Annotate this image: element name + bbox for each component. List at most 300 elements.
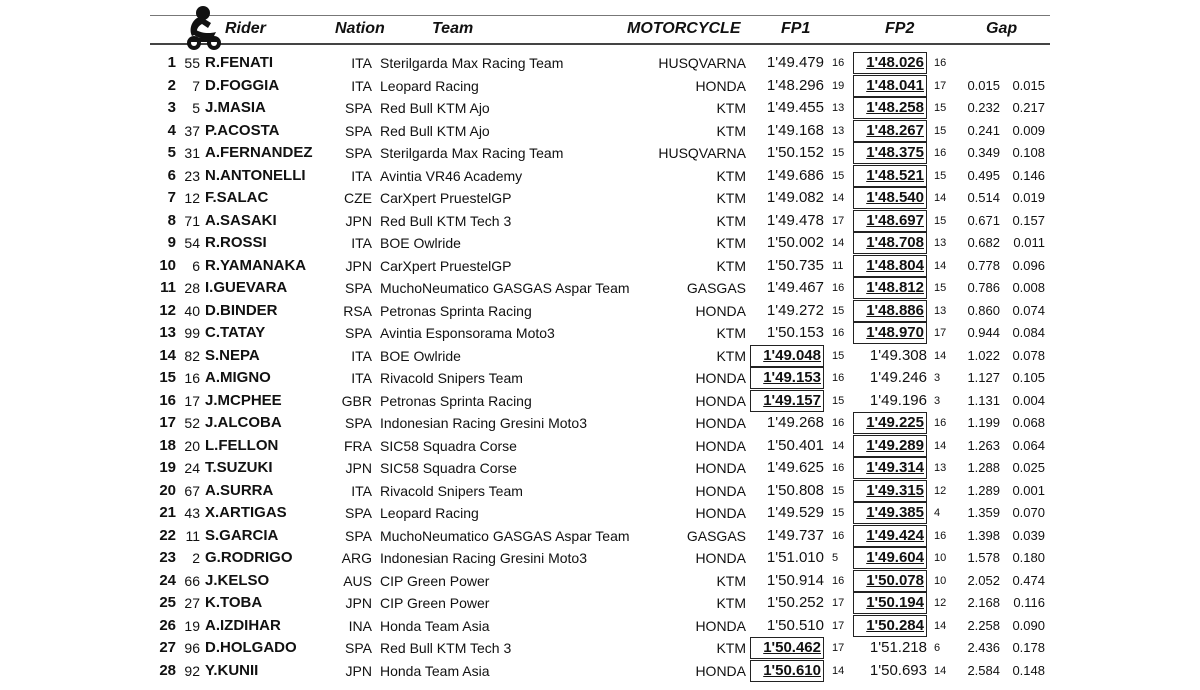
- motorcycle-cell: KTM: [716, 100, 746, 116]
- motorcycle-cell: KTM: [716, 640, 746, 656]
- nation-cell: SPA: [345, 325, 372, 341]
- fp2-time-cell: 1'48.041: [853, 75, 927, 97]
- team-cell: Avintia Esponsorama Moto3: [380, 325, 555, 341]
- gap-previous-cell: 0.008: [1012, 280, 1045, 295]
- rider-number-cell: 54: [184, 235, 200, 251]
- position-cell: 14: [159, 346, 176, 364]
- nation-cell: SPA: [345, 122, 372, 139]
- fp1-time-cell: 1'50.153: [766, 324, 824, 341]
- team-cell: Leopard Racing: [380, 77, 479, 94]
- nation-cell: ITA: [351, 370, 372, 386]
- team-cell: SIC58 Squadra Corse: [380, 437, 517, 454]
- fp1-lap-cell: 14: [832, 439, 845, 452]
- gap-first-cell: 2.168: [967, 595, 1000, 610]
- motorcycle-cell: KTM: [716, 212, 746, 229]
- gap-first-cell: 1.398: [967, 527, 1000, 543]
- nation-cell: CZE: [344, 190, 372, 206]
- fp1-time-cell: 1'49.455: [766, 99, 824, 116]
- fp2-time-cell: 1'48.804: [853, 255, 927, 277]
- position-cell: 11: [160, 279, 176, 296]
- table-row: [0, 210, 1200, 232]
- fp2-lap-cell: 4: [934, 507, 941, 519]
- fp2-time-cell: 1'49.385: [853, 502, 927, 524]
- fp2-lap-cell: 10: [934, 552, 947, 564]
- team-cell: Honda Team Asia: [380, 662, 490, 679]
- gap-first-cell: 0.495: [967, 167, 1000, 183]
- nation-cell: JPN: [345, 212, 372, 229]
- fp2-lap-cell: 10: [934, 574, 947, 587]
- fp2-time-cell: 1'50.284: [853, 615, 927, 637]
- header-bottom-rule: [150, 43, 1050, 45]
- gap-first-cell: 2.052: [967, 572, 1000, 588]
- team-cell: Indonesian Racing Gresini Moto3: [380, 550, 588, 566]
- fp1-lap-cell: 11: [832, 259, 844, 272]
- fp2-time-cell: 1'48.812: [853, 277, 927, 299]
- rider-number-cell: 82: [184, 347, 200, 364]
- fp1-time-cell: 1'49.168: [766, 121, 824, 139]
- gap-previous-cell: 0.039: [1012, 527, 1045, 543]
- fp1-time-cell: 1'49.467: [766, 279, 824, 296]
- gap-first-cell: 0.860: [967, 302, 1000, 318]
- rider-number-cell: 92: [184, 662, 200, 679]
- table-row: [0, 52, 1200, 74]
- rider-number-cell: 24: [184, 460, 200, 476]
- fp1-lap-cell: 14: [832, 237, 845, 249]
- nation-cell: ITA: [351, 167, 372, 184]
- table-row: [0, 75, 1200, 97]
- rider-name-cell: G.RODRIGO: [205, 549, 293, 566]
- fp1-lap-cell: 16: [832, 372, 845, 384]
- motorcycle-cell: HONDA: [695, 77, 746, 94]
- rider-name-cell: J.MCPHEE: [205, 391, 282, 409]
- nation-cell: JPN: [345, 257, 372, 274]
- fp2-time-cell: 1'50.078: [853, 570, 927, 592]
- fp1-lap-cell: 16: [832, 529, 845, 542]
- table-row: [0, 255, 1200, 277]
- motorcycle-cell: HONDA: [695, 482, 746, 499]
- fp1-time-cell: 1'49.048: [750, 345, 824, 367]
- position-cell: 6: [167, 166, 176, 184]
- fp1-lap-cell: 17: [832, 597, 845, 609]
- fp2-time-cell: 1'48.540: [853, 187, 927, 209]
- motorcycle-cell: KTM: [716, 325, 746, 341]
- table-row: [0, 457, 1200, 479]
- nation-cell: ITA: [351, 347, 372, 364]
- nation-cell: FRA: [344, 437, 372, 454]
- nation-cell: ITA: [351, 482, 372, 499]
- table-row: [0, 187, 1200, 209]
- gap-first-cell: 1.289: [967, 482, 1000, 498]
- motorcycle-cell: HONDA: [695, 437, 746, 454]
- team-cell: Rivacold Snipers Team: [380, 370, 523, 386]
- motorcycle-cell: HONDA: [695, 392, 746, 409]
- rider-name-cell: N.ANTONELLI: [205, 166, 306, 184]
- table-row: [0, 367, 1200, 389]
- fp2-lap-cell: 16: [934, 57, 947, 69]
- gap-first-cell: 0.944: [967, 325, 1000, 340]
- team-cell: Sterilgarda Max Racing Team: [380, 55, 564, 71]
- rider-name-cell: D.BINDER: [205, 301, 278, 319]
- rider-name-cell: X.ARTIGAS: [205, 504, 287, 521]
- rider-number-cell: 2: [192, 550, 200, 566]
- fp1-lap-cell: 13: [832, 124, 845, 137]
- table-row: [0, 547, 1200, 569]
- nation-cell: SPA: [345, 280, 372, 296]
- rider-name-cell: I.GUEVARA: [205, 279, 288, 296]
- fp2-lap-cell: 16: [934, 147, 947, 159]
- team-cell: Petronas Sprinta Racing: [380, 302, 532, 319]
- fp1-lap-cell: 14: [832, 192, 845, 204]
- rider-name-cell: C.TATAY: [205, 324, 266, 341]
- fp2-time-cell: 1'50.693: [869, 661, 927, 679]
- fp2-lap-cell: 13: [934, 237, 947, 249]
- fp1-time-cell: 1'50.252: [766, 594, 824, 611]
- fp1-lap-cell: 15: [832, 147, 845, 159]
- gap-first-cell: 1.288: [967, 460, 1000, 475]
- fp1-lap-cell: 16: [832, 462, 845, 474]
- fp1-time-cell: 1'49.153: [750, 367, 824, 389]
- gap-previous-cell: 0.148: [1012, 662, 1045, 678]
- fp2-time-cell: 1'48.697: [853, 210, 927, 232]
- team-cell: Petronas Sprinta Racing: [380, 392, 532, 409]
- gap-previous-cell: 0.074: [1012, 302, 1045, 318]
- rider-number-cell: 43: [184, 505, 200, 521]
- gap-previous-cell: 0.015: [1012, 77, 1045, 93]
- motorcycle-cell: KTM: [716, 235, 746, 251]
- motorcycle-cell: KTM: [716, 122, 746, 139]
- gap-previous-cell: 0.157: [1012, 212, 1045, 228]
- gap-previous-cell: 0.011: [1013, 235, 1045, 250]
- fp2-lap-cell: 14: [934, 192, 947, 204]
- fp2-lap-cell: 17: [934, 327, 947, 339]
- rider-number-cell: 52: [184, 415, 200, 431]
- rider-name-cell: S.GARCIA: [205, 526, 279, 544]
- gap-first-cell: 2.258: [967, 617, 1000, 633]
- column-header-motorcycle: MOTORCYCLE: [627, 20, 741, 37]
- team-cell: CIP Green Power: [380, 572, 490, 589]
- motorcycle-cell: GASGAS: [686, 527, 746, 544]
- fp1-lap-cell: 17: [832, 214, 845, 227]
- rider-number-cell: 40: [184, 302, 200, 319]
- fp1-time-cell: 1'48.296: [766, 76, 824, 94]
- nation-cell: AUS: [343, 572, 372, 589]
- team-cell: MuchoNeumatico GASGAS Aspar Team: [380, 280, 630, 296]
- rider-name-cell: D.FOGGIA: [205, 76, 280, 94]
- fp1-lap-cell: 15: [832, 394, 845, 407]
- motorcycle-cell: HONDA: [695, 550, 746, 566]
- gap-previous-cell: 0.096: [1012, 257, 1045, 273]
- motorcycle-cell: KTM: [716, 167, 746, 184]
- fp2-time-cell: 1'49.289: [853, 435, 927, 457]
- fp1-time-cell: 1'50.152: [766, 144, 824, 161]
- table-row: [0, 660, 1200, 682]
- gap-first-cell: 0.682: [967, 235, 1000, 250]
- nation-cell: RSA: [343, 302, 372, 319]
- motorcycle-cell: HONDA: [695, 617, 746, 634]
- gap-previous-cell: 0.009: [1012, 122, 1045, 138]
- gap-first-cell: 2.584: [967, 662, 1000, 678]
- nation-cell: JPN: [345, 595, 372, 611]
- fp2-time-cell: 1'48.267: [853, 120, 927, 142]
- nation-cell: SPA: [345, 100, 372, 116]
- rider-number-cell: 17: [184, 392, 200, 409]
- rider-number-cell: 6: [192, 257, 200, 274]
- fp1-time-cell: 1'49.478: [766, 211, 824, 229]
- fp1-lap-cell: 16: [832, 57, 845, 69]
- column-header-fp2: FP2: [885, 20, 915, 37]
- rider-number-cell: 11: [185, 527, 200, 544]
- table-row: [0, 345, 1200, 367]
- motorcycle-cell: HONDA: [695, 370, 746, 386]
- gap-first-cell: 0.514: [967, 190, 1000, 205]
- fp2-lap-cell: 3: [934, 394, 941, 407]
- position-cell: 22: [159, 526, 176, 544]
- fp2-lap-cell: 6: [934, 642, 941, 654]
- position-cell: 3: [167, 99, 176, 116]
- fp1-time-cell: 1'49.082: [766, 189, 824, 206]
- fp1-time-cell: 1'50.610: [750, 660, 824, 682]
- table-row: [0, 615, 1200, 637]
- position-cell: 24: [159, 571, 176, 589]
- gap-previous-cell: 0.064: [1012, 437, 1045, 453]
- rider-name-cell: A.FERNANDEZ: [205, 144, 313, 161]
- gap-previous-cell: 0.090: [1012, 617, 1045, 633]
- fp1-lap-cell: 15: [832, 304, 845, 317]
- rider-name-cell: A.IZDIHAR: [205, 616, 281, 634]
- gap-first-cell: 0.241: [967, 122, 1000, 138]
- fp1-lap-cell: 16: [832, 417, 845, 429]
- rider-number-cell: 7: [192, 77, 200, 94]
- team-cell: CarXpert PruestelGP: [380, 257, 512, 274]
- position-cell: 1: [167, 54, 176, 71]
- table-row: [0, 637, 1200, 659]
- gap-first-cell: 1.359: [967, 505, 1000, 520]
- position-cell: 5: [167, 144, 176, 161]
- fp2-time-cell: 1'48.886: [853, 300, 927, 322]
- gap-previous-cell: 0.108: [1012, 145, 1045, 160]
- rider-number-cell: 28: [184, 280, 200, 296]
- rider-name-cell: A.SASAKI: [205, 211, 277, 229]
- position-cell: 17: [159, 414, 176, 431]
- rider-number-cell: 19: [184, 617, 200, 634]
- fp1-time-cell: 1'50.808: [766, 481, 824, 499]
- table-row: [0, 570, 1200, 592]
- table-row: [0, 390, 1200, 412]
- gap-first-cell: 1.578: [967, 550, 1000, 565]
- fp2-lap-cell: 3: [934, 372, 941, 384]
- position-cell: 25: [159, 594, 176, 611]
- fp2-time-cell: 1'48.375: [853, 142, 927, 164]
- fp2-lap-cell: 15: [934, 282, 947, 294]
- table-row: [0, 142, 1200, 164]
- position-cell: 21: [159, 504, 176, 521]
- rider-number-cell: 16: [184, 370, 200, 386]
- position-cell: 8: [167, 211, 176, 229]
- fp2-time-cell: 1'48.026: [853, 52, 927, 74]
- rider-name-cell: R.FENATI: [205, 54, 274, 71]
- gap-previous-cell: 0.068: [1012, 415, 1045, 430]
- fp2-lap-cell: 14: [934, 259, 947, 272]
- position-cell: 15: [159, 369, 176, 386]
- motorcycle-cell: HONDA: [695, 302, 746, 319]
- team-cell: MuchoNeumatico GASGAS Aspar Team: [380, 527, 630, 544]
- gap-first-cell: 0.671: [967, 212, 1000, 228]
- rider-name-cell: K.TOBA: [205, 594, 263, 611]
- nation-cell: INA: [348, 617, 372, 634]
- team-cell: Red Bull KTM Ajo: [380, 100, 490, 116]
- rider-number-cell: 99: [184, 325, 200, 341]
- fp1-lap-cell: 5: [832, 552, 839, 564]
- fp2-time-cell: 1'51.218: [869, 639, 927, 656]
- rider-name-cell: R.ROSSI: [205, 234, 267, 251]
- nation-cell: ITA: [351, 55, 372, 71]
- position-cell: 26: [159, 616, 176, 634]
- table-row: [0, 277, 1200, 299]
- gap-previous-cell: 0.004: [1012, 392, 1045, 408]
- rider-number-cell: 37: [184, 122, 200, 139]
- fp2-time-cell: 1'49.225: [853, 412, 927, 434]
- gap-previous-cell: 0.019: [1012, 190, 1045, 205]
- fp1-time-cell: 1'49.625: [766, 459, 824, 476]
- fp2-lap-cell: 14: [934, 619, 947, 632]
- gap-first-cell: 0.349: [967, 145, 1000, 160]
- table-row: [0, 480, 1200, 502]
- fp2-time-cell: 1'49.604: [853, 547, 927, 569]
- motorcycle-cell: HONDA: [695, 460, 746, 476]
- gap-previous-cell: 0.078: [1012, 347, 1045, 363]
- fp1-lap-cell: 15: [832, 484, 845, 497]
- position-cell: 7: [167, 189, 176, 206]
- rider-number-cell: 71: [184, 212, 200, 229]
- gap-previous-cell: 0.217: [1012, 100, 1045, 115]
- motorcycle-cell: HONDA: [695, 662, 746, 679]
- rider-number-cell: 66: [184, 572, 200, 589]
- fp1-time-cell: 1'50.462: [750, 637, 824, 659]
- gap-first-cell: 0.786: [967, 280, 1000, 295]
- nation-cell: SPA: [345, 527, 372, 544]
- fp1-lap-cell: 17: [832, 619, 845, 632]
- team-cell: Red Bull KTM Tech 3: [380, 212, 512, 229]
- table-row: [0, 502, 1200, 524]
- fp1-lap-cell: 14: [832, 664, 845, 677]
- rider-name-cell: A.MIGNO: [205, 369, 271, 386]
- gap-previous-cell: 0.178: [1012, 640, 1045, 655]
- team-cell: Sterilgarda Max Racing Team: [380, 145, 564, 161]
- rider-number-cell: 23: [184, 167, 200, 184]
- gap-first-cell: 1.263: [967, 437, 1000, 453]
- rider-number-cell: 55: [184, 55, 200, 71]
- fp2-time-cell: 1'48.970: [853, 322, 927, 344]
- fp1-lap-cell: 15: [832, 349, 845, 362]
- rider-name-cell: R.YAMANAKA: [205, 256, 307, 274]
- fp1-time-cell: 1'50.735: [766, 256, 824, 274]
- fp2-time-cell: 1'49.308: [869, 346, 927, 364]
- team-cell: BOE Owlride: [380, 235, 461, 251]
- motorcycle-cell: KTM: [716, 347, 746, 364]
- gap-previous-cell: 0.105: [1012, 370, 1045, 385]
- gap-previous-cell: 0.474: [1012, 572, 1045, 588]
- rider-number-cell: 67: [184, 482, 200, 499]
- motorcycle-cell: HONDA: [695, 415, 746, 431]
- position-cell: 28: [159, 661, 176, 679]
- fp1-time-cell: 1'49.157: [750, 390, 824, 412]
- column-header-gap: Gap: [986, 20, 1018, 37]
- rider-name-cell: J.ALCOBA: [205, 414, 282, 431]
- fp1-lap-cell: 16: [832, 282, 845, 294]
- column-header-team: Team: [432, 20, 474, 37]
- rider-name-cell: S.NEPA: [205, 346, 260, 364]
- gap-first-cell: 0.232: [967, 100, 1000, 115]
- fp2-lap-cell: 16: [934, 417, 947, 429]
- team-cell: Honda Team Asia: [380, 617, 490, 634]
- fp2-lap-cell: 13: [934, 304, 947, 317]
- gap-first-cell: 1.127: [967, 370, 1000, 385]
- fp2-time-cell: 1'48.521: [853, 165, 927, 187]
- motorcycle-cell: KTM: [716, 572, 746, 589]
- team-cell: CarXpert PruestelGP: [380, 190, 512, 206]
- fp2-time-cell: 1'49.196: [869, 391, 927, 409]
- fp2-time-cell: 1'49.424: [853, 525, 927, 547]
- gap-previous-cell: 0.116: [1013, 595, 1045, 610]
- fp2-lap-cell: 16: [934, 529, 947, 542]
- fp2-lap-cell: 14: [934, 664, 947, 677]
- rider-name-cell: L.FELLON: [205, 436, 279, 454]
- column-header-fp1: FP1: [781, 20, 811, 37]
- fp1-time-cell: 1'50.914: [766, 571, 824, 589]
- nation-cell: SPA: [345, 415, 372, 431]
- fp2-lap-cell: 15: [934, 214, 947, 227]
- nation-cell: JPN: [345, 460, 372, 476]
- table-row: [0, 232, 1200, 254]
- position-cell: 18: [159, 436, 176, 454]
- motorcycle-cell: KTM: [716, 190, 746, 206]
- position-cell: 27: [159, 639, 176, 656]
- rider-name-cell: A.SURRA: [205, 481, 274, 499]
- table-row: [0, 120, 1200, 142]
- gap-previous-cell: 0.180: [1012, 550, 1045, 565]
- header-top-rule: [150, 15, 1050, 16]
- fp1-lap-cell: 16: [832, 574, 845, 587]
- fp1-lap-cell: 16: [832, 327, 845, 339]
- gap-first-cell: 2.436: [967, 640, 1000, 655]
- fp1-time-cell: 1'50.002: [766, 234, 824, 251]
- gap-previous-cell: 0.146: [1012, 167, 1045, 183]
- table-row: [0, 97, 1200, 119]
- motorcycle-cell: HUSQVARNA: [658, 55, 746, 71]
- nation-cell: SPA: [345, 505, 372, 521]
- rider-name-cell: Y.KUNII: [205, 661, 259, 679]
- fp2-lap-cell: 14: [934, 349, 947, 362]
- fp1-time-cell: 1'50.510: [766, 616, 824, 634]
- fp2-lap-cell: 14: [934, 439, 947, 452]
- position-cell: 2: [167, 76, 176, 94]
- fp1-time-cell: 1'49.737: [766, 526, 824, 544]
- gap-previous-cell: 0.084: [1012, 325, 1045, 340]
- column-header-rider: Rider: [225, 20, 266, 37]
- fp2-lap-cell: 12: [934, 597, 947, 609]
- fp1-lap-cell: 13: [832, 102, 845, 114]
- team-cell: Red Bull KTM Tech 3: [380, 640, 512, 656]
- rider-name-cell: F.SALAC: [205, 189, 269, 206]
- table-row: [0, 525, 1200, 547]
- position-cell: 13: [159, 324, 176, 341]
- position-cell: 16: [159, 391, 176, 409]
- rider-number-cell: 5: [192, 100, 200, 116]
- nation-cell: ITA: [351, 77, 372, 94]
- rider-name-cell: J.KELSO: [205, 571, 270, 589]
- column-header-nation: Nation: [335, 20, 385, 37]
- team-cell: BOE Owlride: [380, 347, 461, 364]
